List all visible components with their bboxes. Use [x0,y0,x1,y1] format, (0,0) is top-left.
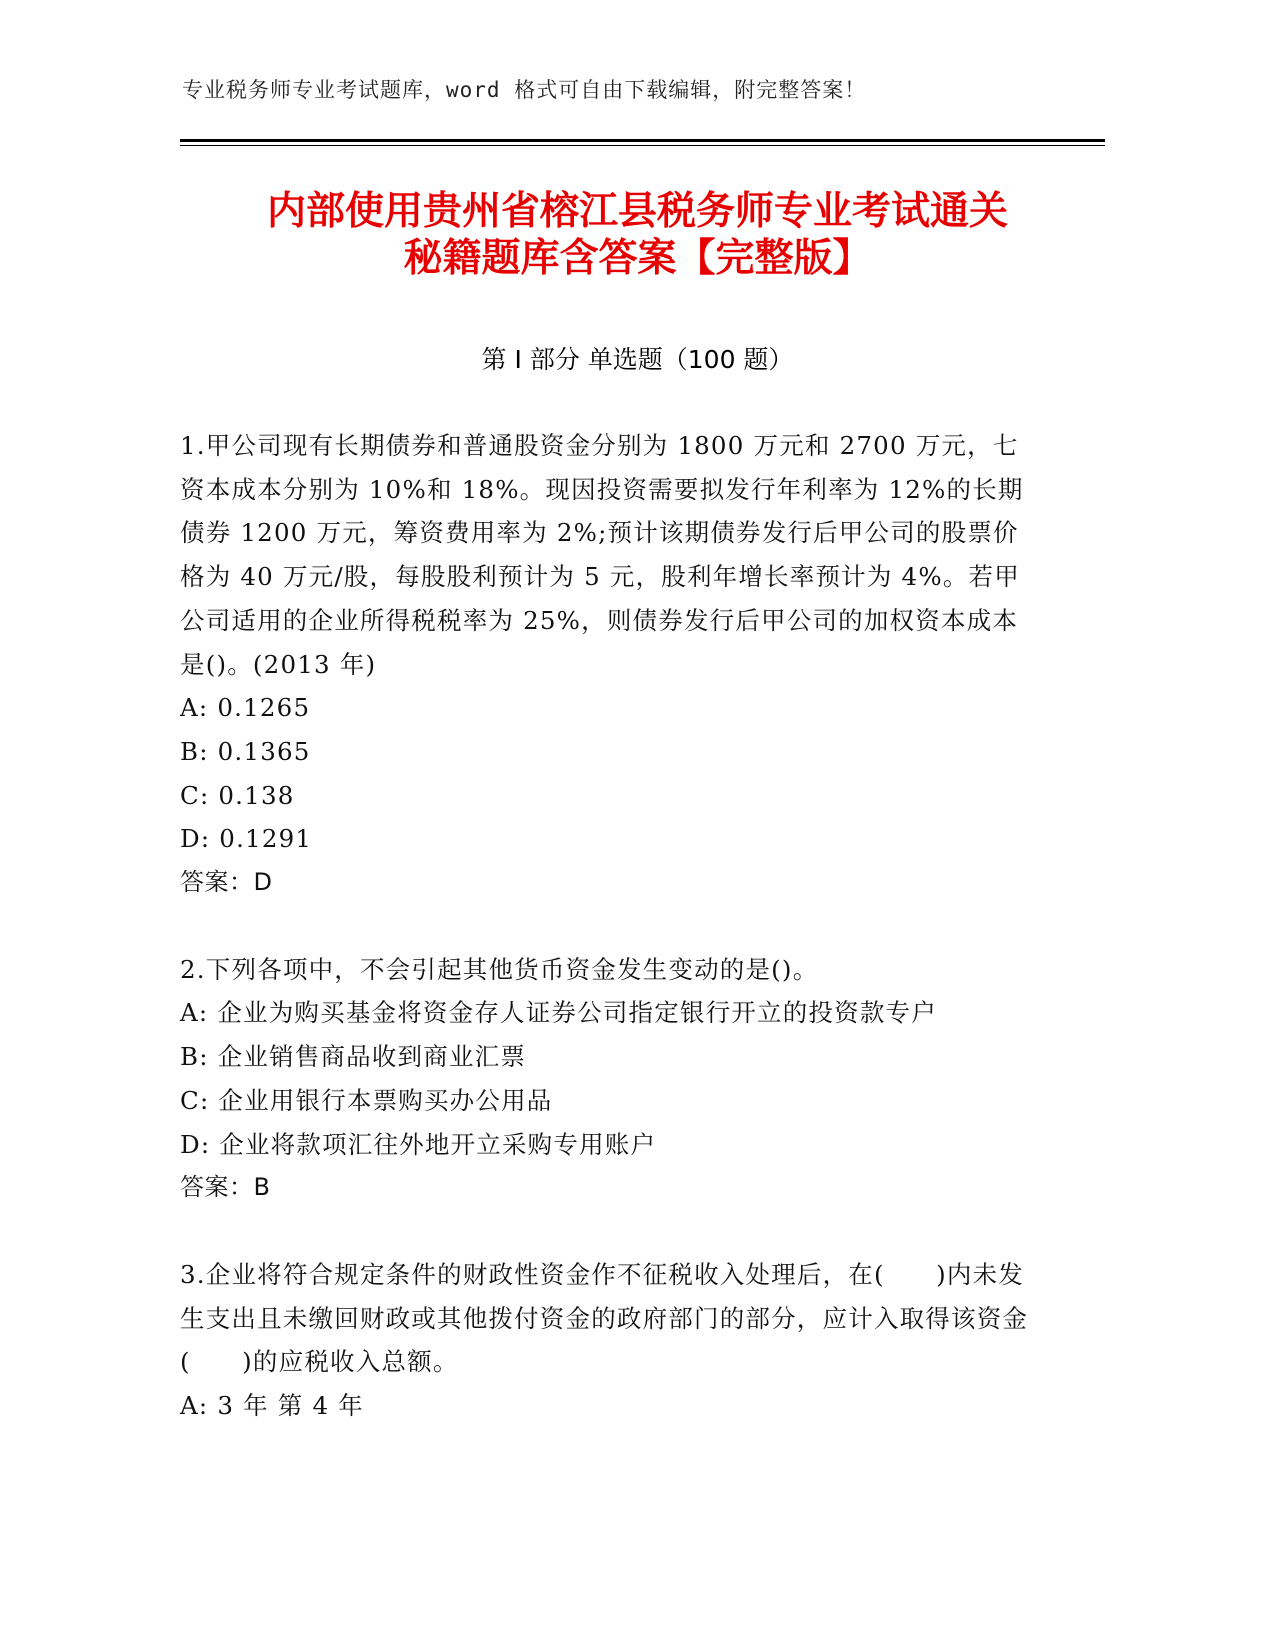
option-c: C: 企业用银行本票购买办公用品 [180,1085,553,1115]
option-b: B: 0.1365 [180,736,311,766]
header-rule-thin [180,145,1105,146]
option-d: D: 企业将款项汇往外地开立采购专用账户 [180,1129,657,1159]
option-a: A: 企业为购买基金将资金存人证券公司指定银行开立的投资款专户 [180,998,937,1028]
question-list [180,424,1040,1471]
section-heading: 第 I 部分 单选题（100 题） [481,345,794,374]
question-3 [180,1253,1040,1428]
option-a: A: 0.1265 [180,693,311,723]
option-a: A: 3 年 第 4 年 [180,1391,364,1421]
document-title-line1: 内部使用贵州省榕江县税务师专业考试通关 [266,189,1008,234]
question-stem: 3.企业将符合规定条件的财政性资金作不征税收入处理后，在( )内未发生支出且未缴回财政或其他拨付资金的政府部门的部分，应计入取得该资金( )的应税收入总额。 [180,1259,1029,1377]
question-2 [180,948,1040,1210]
question-1 [180,424,1040,905]
option-c: C: 0.138 [180,780,295,810]
option-b: B: 企业销售商品收到商业汇票 [180,1042,527,1072]
document-title-line2: 秘籍题库含答案【完整版】 [403,236,872,281]
option-d: D: 0.1291 [180,824,313,854]
answer: 答案：B [180,1173,271,1202]
header-note: 专业税务师专业考试题库，word 格式可自由下载编辑，附完整答案！ [182,78,867,102]
document-title [170,188,1105,282]
answer: 答案：D [180,868,273,897]
question-stem: 2.下列各项中，不会引起其他货币资金发生变动的是()。 [180,954,819,984]
question-stem: 1.甲公司现有长期债券和普通股资金分别为 1800 万元和 2700 万元，七资本成本分别为 10%和 18%。现因投资需要拟发行年利率为 12%的长期债券 1200 万元，筹资费用率为 2%;预计该期债券发行后甲公司的股票价格为 40 万元/股，每股股利预计为 5 元，股利年增长率预计为 4%。若甲公司适用的企业所得税税率为 25%，则债券发行后甲公司的加权资本成本是()。(2013 年) [180,431,1024,679]
header-rule-thick [180,139,1105,142]
